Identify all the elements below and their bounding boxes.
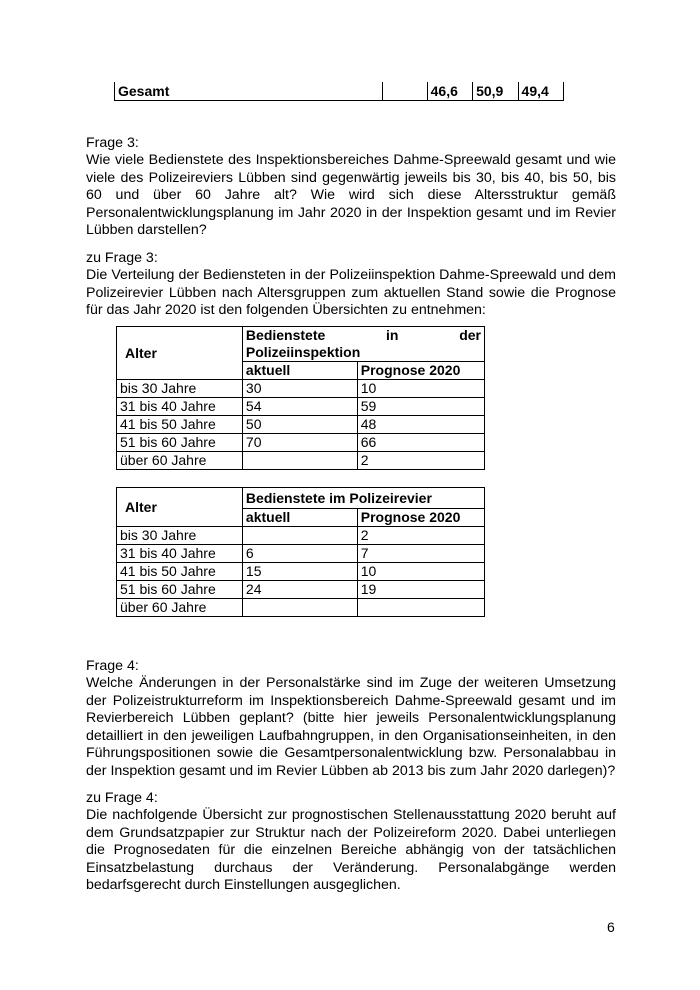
summary-table: [114, 82, 564, 101]
age-header: Alter: [117, 327, 243, 380]
summary-value: 46,6: [427, 82, 472, 101]
age-cell: bis 30 Jahre: [117, 527, 243, 545]
forecast-cell: 7: [357, 545, 484, 563]
answer-3-heading: zu Frage 3:: [86, 250, 158, 266]
question-4-text: Welche Änderungen in der Personalstärke sind im Zuge der weiteren Umsetzung der Polizeistrukturreform im Inspektionsbereich Dahme-Spreewald gesamt und im Revierbereich Lübben geplant? (bitte hier jeweils Personalentwicklungsplanung detailliert in den jeweiligen Laufbahngruppen, in den Organisationseinheiten, in den Führungspositionen sowie die Gesamtpersonalentwicklung bzw. Personalabbau in der Inspektion gesamt und im Revier Lübben ab 2013 bis zum Jahr 2020 darlegen)?: [86, 675, 616, 779]
table-row: [117, 416, 485, 434]
current-header: aktuell: [242, 509, 357, 527]
summary-value: [383, 82, 427, 101]
current-cell: 15: [242, 563, 357, 581]
group-header: Bedienstete im Polizeirevier: [242, 488, 484, 509]
inspection-age-table: [116, 326, 485, 470]
table-row: [117, 599, 485, 617]
current-header: aktuell: [242, 362, 357, 380]
age-cell: 41 bis 50 Jahre: [117, 563, 243, 581]
forecast-cell: 10: [357, 380, 484, 398]
summary-value: 50,9: [473, 82, 518, 101]
age-cell: 31 bis 40 Jahre: [117, 398, 243, 416]
answer-4-heading: zu Frage 4:: [86, 790, 158, 806]
age-cell: 51 bis 60 Jahre: [117, 434, 243, 452]
table-row: [117, 545, 485, 563]
current-cell: 30: [242, 380, 357, 398]
age-cell: bis 30 Jahre: [117, 380, 243, 398]
forecast-header: Prognose 2020: [357, 509, 484, 527]
age-cell: 51 bis 60 Jahre: [117, 581, 243, 599]
answer-3-text: Die Verteilung der Bediensteten in der Polizeiinspektion Dahme-Spreewald und dem Polizeirevier Lübben nach Altersgruppen zum aktuellen Stand sowie die Prognose für das Jahr 2020 ist den folgenden Übersichten zu entnehmen:: [86, 267, 616, 318]
table-row: [117, 581, 485, 599]
age-cell: über 60 Jahre: [117, 452, 243, 470]
current-cell: 50: [242, 416, 357, 434]
table-row: [117, 563, 485, 581]
forecast-cell: 2: [357, 527, 484, 545]
forecast-cell: 48: [357, 416, 484, 434]
answer-4-text: Die nachfolgende Übersicht zur prognostischen Stellenausstattung 2020 beruht auf dem Grundsatzpapier zur Struktur nach der Polizeireform 2020. Dabei unterliegen die Prognosedaten für die einzelnen Bereiche abhängig von der tatsächlichen Einsatzbelastung durchaus der Veränderung. Personalabgänge werden bedarfsgerecht durch Einstellungen ausgeglichen.: [86, 807, 616, 893]
forecast-cell: 66: [357, 434, 484, 452]
forecast-cell: 59: [357, 398, 484, 416]
forecast-header: Prognose 2020: [357, 362, 484, 380]
summary-row: [115, 82, 564, 101]
current-cell: 54: [242, 398, 357, 416]
summary-value: 49,4: [518, 82, 563, 101]
current-cell: 6: [242, 545, 357, 563]
current-cell: [242, 452, 357, 470]
current-cell: [242, 527, 357, 545]
current-cell: 24: [242, 581, 357, 599]
page-number: 6: [607, 919, 615, 935]
table-row: [117, 398, 485, 416]
question-3-text: Wie viele Bedienstete des Inspektionsbereiches Dahme-Spreewald gesamt und wie viele des Polizeireviers Lübben sind gegenwärtig jeweils bis 30, bis 40, bis 50, bis 60 und über 60 Jahre alt? Wie wird sich diese Altersstruktur gemäß Personalentwicklungsplanung im Jahr 2020 in der Inspektion gesamt und im Revier Lübben darstellen?: [86, 152, 616, 238]
revier-age-table: [116, 487, 485, 617]
table-row: [117, 380, 485, 398]
table-row: [117, 527, 485, 545]
age-cell: 41 bis 50 Jahre: [117, 416, 243, 434]
age-cell: 31 bis 40 Jahre: [117, 545, 243, 563]
table-row: [117, 434, 485, 452]
summary-label: Gesamt: [115, 82, 383, 101]
forecast-cell: 19: [357, 581, 484, 599]
forecast-cell: 2: [357, 452, 484, 470]
table-row: [117, 452, 485, 470]
age-header: Alter: [117, 488, 243, 527]
table-header-row: [117, 488, 485, 509]
forecast-cell: [357, 599, 484, 617]
age-cell: über 60 Jahre: [117, 599, 243, 617]
question-4-heading: Frage 4:: [86, 658, 139, 674]
group-header: Bedienstete in der Polizeiinspektion: [242, 327, 484, 362]
table-header-row: [117, 327, 485, 362]
current-cell: 70: [242, 434, 357, 452]
current-cell: [242, 599, 357, 617]
forecast-cell: 10: [357, 563, 484, 581]
question-3-heading: Frage 3:: [86, 135, 139, 151]
